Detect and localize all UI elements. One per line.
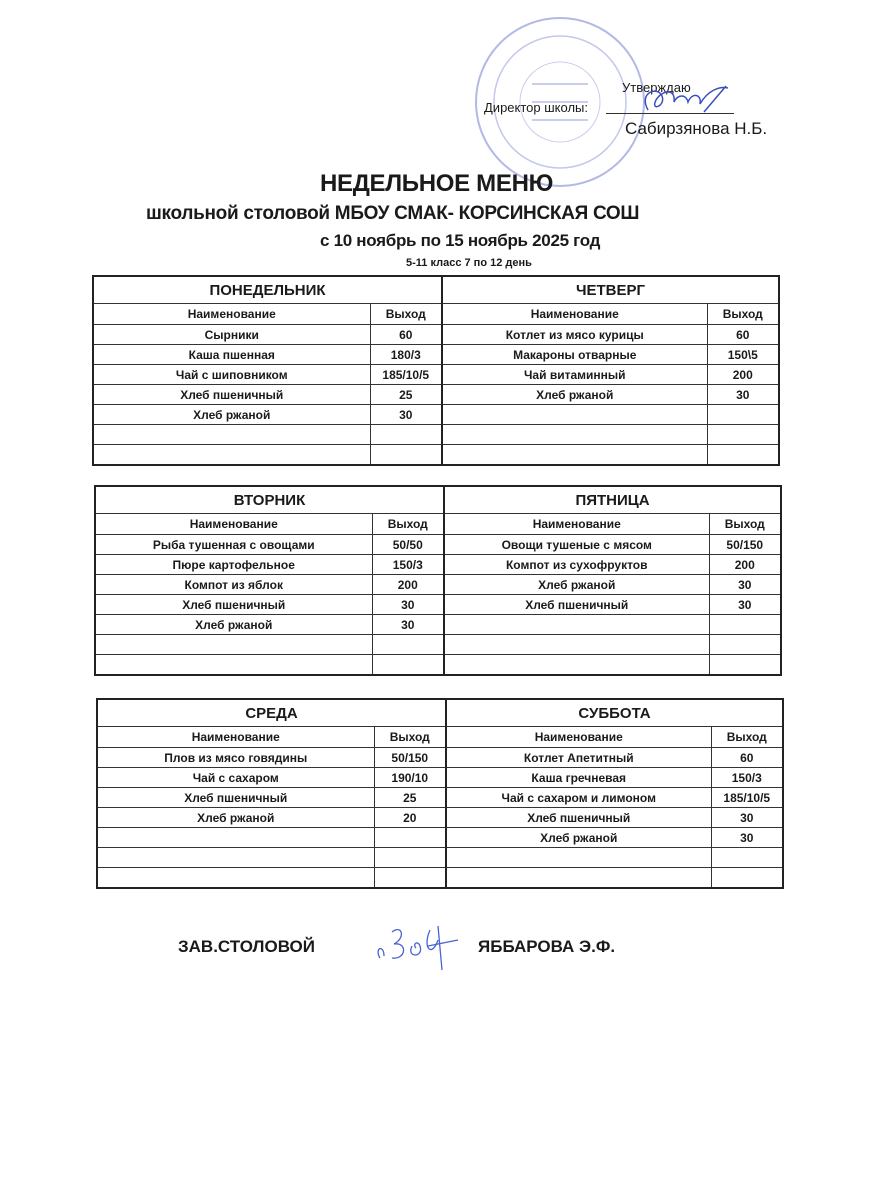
dish-name <box>442 425 707 445</box>
canteen-head-signature <box>372 918 467 973</box>
dish-output: 30 <box>711 808 783 828</box>
dish-name <box>97 868 374 889</box>
dish-output: 25 <box>370 385 442 405</box>
menu-table-2 <box>94 485 782 676</box>
director-signature <box>628 82 738 118</box>
dish-output <box>370 425 442 445</box>
table-row <box>95 635 781 655</box>
column-header-row <box>97 727 783 748</box>
dish-output <box>374 828 446 848</box>
column-header-output: Выход <box>374 727 446 748</box>
dish-name <box>446 848 711 868</box>
table-row <box>93 445 779 466</box>
table-row <box>93 425 779 445</box>
table-row <box>93 385 779 405</box>
dish-output: 25 <box>374 788 446 808</box>
menu-table-3 <box>96 698 784 889</box>
dish-name <box>97 828 374 848</box>
dish-name <box>442 445 707 466</box>
dish-name: Чай с сахаром и лимоном <box>446 788 711 808</box>
table-row <box>97 848 783 868</box>
dish-output <box>372 635 444 655</box>
dish-output: 30 <box>372 595 444 615</box>
dish-name: Каша пшенная <box>93 345 370 365</box>
dish-output <box>707 425 779 445</box>
menu-table-1 <box>92 275 780 466</box>
dish-name <box>95 655 372 676</box>
table-row <box>97 788 783 808</box>
table-row <box>95 535 781 555</box>
dish-name <box>93 445 370 466</box>
director-name: Сабирзянова Н.Б. <box>625 119 768 138</box>
approve-label: Утверждаю <box>622 80 691 95</box>
dish-name: Хлеб ржаной <box>442 385 707 405</box>
column-header-name: Наименование <box>95 514 372 535</box>
dish-output: 150/3 <box>372 555 444 575</box>
dish-output <box>374 848 446 868</box>
dish-name: Овощи тушеные с мясом <box>444 535 709 555</box>
column-header-output: Выход <box>372 514 444 535</box>
dish-name: Чай витаминный <box>442 365 707 385</box>
column-header-name: Наименование <box>97 727 374 748</box>
column-header-name: Наименование <box>444 514 709 535</box>
dish-output: 30 <box>711 828 783 848</box>
dish-output: 185/10/5 <box>711 788 783 808</box>
dish-name: Хлеб ржаной <box>446 828 711 848</box>
dish-name <box>97 848 374 868</box>
dish-name: Хлеб пшеничный <box>93 385 370 405</box>
dish-name: Котлет из мясо курицы <box>442 325 707 345</box>
dish-output: 60 <box>711 748 783 768</box>
column-header-name: Наименование <box>446 727 711 748</box>
dish-output: 150\5 <box>707 345 779 365</box>
dish-output: 30 <box>372 615 444 635</box>
dish-output: 50/150 <box>709 535 781 555</box>
column-header-name: Наименование <box>442 304 707 325</box>
dish-name: Хлеб ржаной <box>444 575 709 595</box>
page-subtitle: школьной столовой МБОУ СМАК- КОРСИНСКАЯ СОШ <box>146 203 640 224</box>
table-row <box>97 748 783 768</box>
dish-name: Хлеб ржаной <box>97 808 374 828</box>
dish-name <box>444 635 709 655</box>
dish-output: 200 <box>707 365 779 385</box>
column-header-output: Выход <box>370 304 442 325</box>
table-row <box>97 808 783 828</box>
dish-name <box>93 425 370 445</box>
column-header-row <box>93 304 779 325</box>
dish-output: 60 <box>370 325 442 345</box>
dish-output: 180/3 <box>370 345 442 365</box>
dish-output <box>707 405 779 425</box>
dish-name: Хлеб ржаной <box>95 615 372 635</box>
dish-output <box>374 868 446 889</box>
dish-name: Чай с шиповником <box>93 365 370 385</box>
day-heading: ЧЕТВЕРГ <box>442 276 779 304</box>
dish-name: Котлет Апетитный <box>446 748 711 768</box>
dish-output <box>711 868 783 889</box>
day-heading: СРЕДА <box>97 699 446 727</box>
dish-output: 30 <box>709 575 781 595</box>
column-header-name: Наименование <box>93 304 370 325</box>
dish-output: 185/10/5 <box>370 365 442 385</box>
dish-output <box>711 848 783 868</box>
day-row <box>95 486 781 514</box>
dish-output: 60 <box>707 325 779 345</box>
day-heading: СУББОТА <box>446 699 783 727</box>
dish-output: 20 <box>374 808 446 828</box>
dish-name: Хлеб пшеничный <box>97 788 374 808</box>
menu-period: с 10 ноябрь по 15 ноябрь 2025 год <box>320 231 601 250</box>
dish-output <box>707 445 779 466</box>
dish-output <box>372 655 444 676</box>
table-row <box>97 868 783 889</box>
dish-name: Хлеб ржаной <box>93 405 370 425</box>
dish-name: Хлеб пшеничный <box>95 595 372 615</box>
dish-name: Хлеб пшеничный <box>444 595 709 615</box>
dish-name: Хлеб пшеничный <box>446 808 711 828</box>
column-header-output: Выход <box>707 304 779 325</box>
dish-output: 200 <box>709 555 781 575</box>
column-header-row <box>95 514 781 535</box>
dish-output: 200 <box>372 575 444 595</box>
dish-output: 30 <box>709 595 781 615</box>
day-row <box>97 699 783 727</box>
dish-name: Чай с сахаром <box>97 768 374 788</box>
table-row <box>93 365 779 385</box>
dish-name: Компот из сухофруктов <box>444 555 709 575</box>
canteen-head-label: ЗАВ.СТОЛОВОЙ <box>178 937 315 956</box>
page-title: НЕДЕЛЬНОЕ МЕНЮ <box>319 170 554 197</box>
table-row <box>95 575 781 595</box>
dish-name <box>444 655 709 676</box>
column-header-output: Выход <box>711 727 783 748</box>
column-header-output: Выход <box>709 514 781 535</box>
dish-name <box>444 615 709 635</box>
dish-output: 50/150 <box>374 748 446 768</box>
dish-output: 30 <box>707 385 779 405</box>
dish-name <box>446 868 711 889</box>
canteen-head-name: ЯББАРОВА Э.Ф. <box>478 937 616 956</box>
dish-name: Плов из мясо говядины <box>97 748 374 768</box>
dish-name: Сырники <box>93 325 370 345</box>
day-heading: ПОНЕДЕЛЬНИК <box>93 276 442 304</box>
day-heading: ПЯТНИЦА <box>444 486 781 514</box>
table-row <box>95 595 781 615</box>
dish-name <box>442 405 707 425</box>
dish-name: Компот из яблок <box>95 575 372 595</box>
dish-output <box>709 615 781 635</box>
dish-output <box>709 655 781 676</box>
table-row <box>97 768 783 788</box>
grade-info: 5-11 класс 7 по 12 день <box>406 257 532 269</box>
director-label: Директор школы: <box>484 100 588 115</box>
dish-name: Каша гречневая <box>446 768 711 788</box>
dish-name <box>95 635 372 655</box>
table-row <box>97 828 783 848</box>
dish-name: Рыба тушенная с овощами <box>95 535 372 555</box>
dish-name: Макароны отварные <box>442 345 707 365</box>
day-row <box>93 276 779 304</box>
dish-output: 150/3 <box>711 768 783 788</box>
dish-output: 190/10 <box>374 768 446 788</box>
table-row <box>93 325 779 345</box>
table-row <box>95 555 781 575</box>
dish-name: Пюре картофельное <box>95 555 372 575</box>
dish-output: 30 <box>370 405 442 425</box>
dish-output <box>709 635 781 655</box>
table-row <box>93 345 779 365</box>
dish-output <box>370 445 442 466</box>
day-heading: ВТОРНИК <box>95 486 444 514</box>
dish-output: 50/50 <box>372 535 444 555</box>
table-row <box>95 615 781 635</box>
table-row <box>93 405 779 425</box>
table-row <box>95 655 781 676</box>
